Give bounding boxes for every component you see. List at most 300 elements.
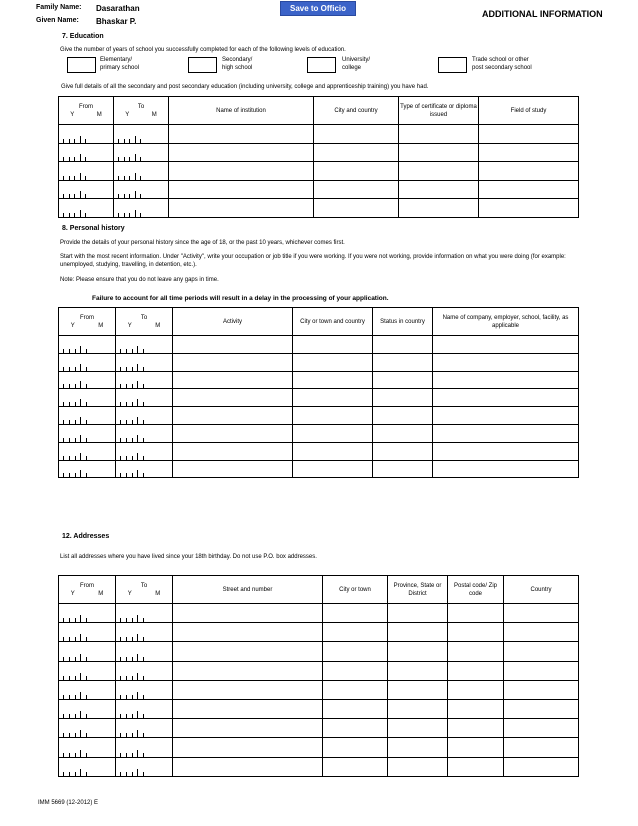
- ph-cell[interactable]: [293, 389, 373, 407]
- date-tick: [86, 349, 87, 353]
- addr-to-date-field[interactable]: [116, 604, 173, 623]
- ph-cell[interactable]: [433, 460, 579, 478]
- date-tick: [63, 139, 64, 143]
- addr-cell[interactable]: [448, 699, 504, 718]
- addr-to-date-field[interactable]: [116, 699, 173, 718]
- ph-cell[interactable]: [173, 407, 293, 425]
- date-tick: [143, 657, 144, 661]
- date-tick: [126, 384, 127, 388]
- addr-cell[interactable]: [323, 699, 388, 718]
- date-tick: [120, 349, 121, 353]
- addresses-instruction: List all addresses where you have lived since your 18th birthday. Do not use P.O. box addresses.: [60, 554, 317, 560]
- addr-cell[interactable]: [388, 699, 448, 718]
- edu-cell[interactable]: [479, 180, 579, 199]
- addr-cell[interactable]: [323, 604, 388, 623]
- date-tick: [80, 634, 81, 641]
- edu-cell[interactable]: [314, 199, 399, 218]
- date-tick: [120, 438, 121, 442]
- edu-from-date-field[interactable]: [59, 199, 114, 218]
- elementary-years-box[interactable]: [67, 57, 96, 73]
- ph-from-date-field[interactable]: [59, 371, 116, 389]
- date-tick: [80, 136, 81, 143]
- date-tick: [124, 139, 125, 143]
- date-tick: [132, 637, 133, 641]
- addr-cell[interactable]: [448, 738, 504, 757]
- ph-cell[interactable]: [173, 371, 293, 389]
- date-tick: [86, 657, 87, 661]
- ph-cell[interactable]: [173, 424, 293, 442]
- addr-cell[interactable]: [323, 757, 388, 776]
- given-name-value[interactable]: Bhaskar P.: [96, 17, 137, 26]
- edu-institution-header: Name of institution: [169, 97, 314, 125]
- date-tick: [80, 453, 81, 460]
- ph-cell[interactable]: [173, 442, 293, 460]
- level-elementary-label: Elementary/ primary school: [100, 57, 140, 71]
- date-tick: [137, 615, 138, 622]
- addr-cell[interactable]: [504, 680, 579, 699]
- date-tick: [132, 420, 133, 424]
- date-tick-marks: [59, 471, 115, 477]
- date-tick: [86, 733, 87, 737]
- addr-cell[interactable]: [173, 623, 323, 642]
- addr-cell[interactable]: [323, 642, 388, 661]
- date-tick: [137, 673, 138, 680]
- edu-cell[interactable]: [314, 162, 399, 181]
- date-tick: [126, 349, 127, 353]
- date-tick: [69, 384, 70, 388]
- date-tick: [75, 438, 76, 442]
- date-tick: [132, 695, 133, 699]
- addr-cell[interactable]: [448, 661, 504, 680]
- edu-from-date-field[interactable]: [59, 143, 114, 162]
- ph-cell[interactable]: [373, 353, 433, 371]
- edu-to-date-field[interactable]: [114, 199, 169, 218]
- date-tick: [86, 473, 87, 477]
- date-tick: [140, 157, 141, 161]
- date-tick-marks: [114, 192, 168, 198]
- date-tick: [75, 772, 76, 776]
- edu-cell[interactable]: [314, 125, 399, 144]
- date-tick: [120, 772, 121, 776]
- date-tick: [74, 213, 75, 217]
- date-tick: [80, 191, 81, 198]
- addr-to-date-field[interactable]: [116, 661, 173, 680]
- addr-from-date-field[interactable]: [59, 699, 116, 718]
- addr-cell[interactable]: [173, 719, 323, 738]
- date-tick: [143, 772, 144, 776]
- date-tick: [69, 139, 70, 143]
- date-tick: [129, 213, 130, 217]
- addr-cell[interactable]: [173, 738, 323, 757]
- ph-cell[interactable]: [433, 424, 579, 442]
- date-tick: [63, 194, 64, 198]
- edu-cell[interactable]: [479, 125, 579, 144]
- addr-row: [59, 623, 579, 642]
- edu-cell[interactable]: [314, 180, 399, 199]
- date-tick: [137, 364, 138, 371]
- date-tick: [80, 769, 81, 776]
- date-tick: [143, 733, 144, 737]
- date-tick: [132, 772, 133, 776]
- addr-row: [59, 680, 579, 699]
- ph-cell[interactable]: [293, 442, 373, 460]
- date-tick: [86, 753, 87, 757]
- date-tick: [75, 456, 76, 460]
- addr-from-date-field[interactable]: [59, 680, 116, 699]
- date-tick: [75, 753, 76, 757]
- addr-from-date-field[interactable]: [59, 642, 116, 661]
- addr-from-date-field[interactable]: [59, 623, 116, 642]
- date-tick: [75, 618, 76, 622]
- edu-cell[interactable]: [169, 162, 314, 181]
- ph-cell[interactable]: [293, 336, 373, 354]
- date-tick: [69, 367, 70, 371]
- addr-cell[interactable]: [323, 719, 388, 738]
- addr-row: [59, 719, 579, 738]
- date-tick-marks: [116, 712, 172, 718]
- ph-from-date-field[interactable]: [59, 460, 116, 478]
- date-tick: [80, 711, 81, 718]
- date-tick-marks: [116, 655, 172, 661]
- edu-cell[interactable]: [314, 143, 399, 162]
- date-tick-marks: [59, 770, 115, 776]
- ph-activity-header: Activity: [173, 308, 293, 336]
- date-tick-marks: [59, 674, 115, 680]
- addr-to-date-field[interactable]: [116, 623, 173, 642]
- date-tick: [86, 367, 87, 371]
- addr-from-date-field[interactable]: [59, 661, 116, 680]
- addr-cell[interactable]: [173, 661, 323, 680]
- addr-cell[interactable]: [388, 719, 448, 738]
- date-tick: [80, 210, 81, 217]
- save-to-officio-button[interactable]: Save to Officio: [280, 1, 356, 16]
- date-tick: [85, 176, 86, 180]
- date-tick: [80, 470, 81, 477]
- date-tick: [120, 637, 121, 641]
- addr-to-date-field[interactable]: [116, 680, 173, 699]
- date-tick: [86, 402, 87, 406]
- addr-cell[interactable]: [504, 719, 579, 738]
- date-tick: [69, 349, 70, 353]
- ph-cell[interactable]: [293, 407, 373, 425]
- addr-cell[interactable]: [388, 757, 448, 776]
- ph-cell[interactable]: [433, 442, 579, 460]
- date-tick: [143, 753, 144, 757]
- addr-cell[interactable]: [173, 699, 323, 718]
- addr-cell[interactable]: [173, 680, 323, 699]
- date-tick: [124, 213, 125, 217]
- ph-cell[interactable]: [173, 389, 293, 407]
- addr-cell[interactable]: [504, 757, 579, 776]
- addr-cell[interactable]: [448, 757, 504, 776]
- date-tick: [124, 194, 125, 198]
- date-tick: [126, 367, 127, 371]
- trade-years-box[interactable]: [438, 57, 467, 73]
- ph-from-date-field[interactable]: [59, 353, 116, 371]
- ph-cell[interactable]: [373, 389, 433, 407]
- date-tick: [137, 711, 138, 718]
- edu-cell[interactable]: [479, 162, 579, 181]
- date-tick: [63, 657, 64, 661]
- addr-cell[interactable]: [388, 604, 448, 623]
- edu-to-date-field[interactable]: [114, 125, 169, 144]
- addr-province-header: Province, State or District: [388, 576, 448, 604]
- edu-cell[interactable]: [479, 143, 579, 162]
- addr-city-header: City or town: [323, 576, 388, 604]
- ph-to-date-field[interactable]: [116, 460, 173, 478]
- date-tick: [126, 676, 127, 680]
- ph-to-date-field[interactable]: [116, 336, 173, 354]
- edu-cell[interactable]: [399, 180, 479, 199]
- date-tick: [69, 176, 70, 180]
- addr-to-date-field[interactable]: [116, 738, 173, 757]
- edu-to-date-field[interactable]: [114, 162, 169, 181]
- ph-cell[interactable]: [293, 371, 373, 389]
- date-tick: [86, 456, 87, 460]
- addr-cell[interactable]: [323, 623, 388, 642]
- edu-cell[interactable]: [399, 143, 479, 162]
- addr-cell[interactable]: [504, 623, 579, 642]
- date-tick: [126, 473, 127, 477]
- addr-row: [59, 604, 579, 623]
- date-tick: [135, 173, 136, 180]
- date-tick: [143, 402, 144, 406]
- date-tick: [75, 349, 76, 353]
- date-tick: [63, 176, 64, 180]
- level-university-label: University/ college: [342, 57, 371, 71]
- edu-cell[interactable]: [479, 199, 579, 218]
- date-tick: [126, 618, 127, 622]
- date-tick: [126, 753, 127, 757]
- date-tick: [129, 194, 130, 198]
- date-tick: [129, 157, 130, 161]
- edu-from-date-field[interactable]: [59, 162, 114, 181]
- ph-from-date-field[interactable]: [59, 336, 116, 354]
- date-tick: [126, 438, 127, 442]
- addr-cell[interactable]: [323, 661, 388, 680]
- date-tick: [132, 402, 133, 406]
- ph-cell[interactable]: [373, 442, 433, 460]
- ph-cell[interactable]: [373, 336, 433, 354]
- date-tick: [86, 695, 87, 699]
- addr-cell[interactable]: [504, 604, 579, 623]
- addr-cell[interactable]: [323, 738, 388, 757]
- date-tick: [85, 157, 86, 161]
- date-tick: [132, 456, 133, 460]
- addresses-title: 12. Addresses: [62, 533, 110, 540]
- date-tick-marks: [59, 365, 115, 371]
- ph-from-header: From Y M: [59, 308, 116, 336]
- addr-cell[interactable]: [504, 699, 579, 718]
- ph-cell[interactable]: [293, 424, 373, 442]
- date-tick: [69, 194, 70, 198]
- date-tick-marks: [116, 693, 172, 699]
- addr-cell[interactable]: [504, 661, 579, 680]
- ph-to-date-field[interactable]: [116, 442, 173, 460]
- date-tick: [86, 384, 87, 388]
- edu-cell[interactable]: [169, 180, 314, 199]
- edu-cell[interactable]: [399, 199, 479, 218]
- date-tick: [63, 157, 64, 161]
- date-tick: [86, 772, 87, 776]
- addr-cell[interactable]: [448, 623, 504, 642]
- date-tick-marks: [116, 770, 172, 776]
- date-tick: [120, 676, 121, 680]
- edu-cell[interactable]: [169, 143, 314, 162]
- ph-cell[interactable]: [373, 407, 433, 425]
- ph-to-date-field[interactable]: [116, 389, 173, 407]
- date-tick-marks: [116, 731, 172, 737]
- date-tick: [120, 456, 121, 460]
- edu-to-date-field[interactable]: [114, 143, 169, 162]
- ph-cell[interactable]: [433, 371, 579, 389]
- ph-cell[interactable]: [433, 336, 579, 354]
- addr-cell[interactable]: [388, 642, 448, 661]
- edu-cell[interactable]: [399, 162, 479, 181]
- ph-cell[interactable]: [293, 353, 373, 371]
- date-tick: [132, 367, 133, 371]
- addr-row: [59, 757, 579, 776]
- date-tick: [143, 349, 144, 353]
- date-tick-marks: [59, 174, 113, 180]
- date-tick: [74, 157, 75, 161]
- date-tick: [124, 157, 125, 161]
- ph-from-date-field[interactable]: [59, 424, 116, 442]
- date-tick: [86, 714, 87, 718]
- ph-from-date-field[interactable]: [59, 442, 116, 460]
- date-tick: [75, 402, 76, 406]
- date-tick-marks: [116, 400, 172, 406]
- date-tick: [69, 420, 70, 424]
- personal-history-line2: Start with the most recent information. Under "Activity", write your occupation or job title if you were working. If you were not working, provide information on what you were doing (for example: unemployed, studying, travelling, in detention, etc.).: [60, 254, 566, 268]
- addr-country-header: Country: [504, 576, 579, 604]
- addr-to-header: To Y M: [116, 576, 173, 604]
- date-tick: [69, 772, 70, 776]
- family-name-value[interactable]: Dasarathan: [96, 4, 140, 13]
- edu-cell[interactable]: [399, 125, 479, 144]
- date-tick: [75, 676, 76, 680]
- date-tick: [143, 456, 144, 460]
- edu-cell[interactable]: [169, 199, 314, 218]
- addr-from-date-field[interactable]: [59, 719, 116, 738]
- ph-cell[interactable]: [433, 389, 579, 407]
- date-tick-marks: [59, 382, 115, 388]
- ph-city-header: City or town and country: [293, 308, 373, 336]
- addr-cell[interactable]: [388, 623, 448, 642]
- ph-to-header: To Y M: [116, 308, 173, 336]
- ph-row: [59, 371, 579, 389]
- date-tick: [75, 384, 76, 388]
- addr-from-date-field[interactable]: [59, 738, 116, 757]
- date-tick-marks: [116, 674, 172, 680]
- date-tick: [120, 753, 121, 757]
- ph-company-header: Name of company, employer, school, facility, as applicable: [433, 308, 579, 336]
- ph-to-date-field[interactable]: [116, 371, 173, 389]
- date-tick: [63, 456, 64, 460]
- date-tick: [132, 733, 133, 737]
- addr-cell[interactable]: [173, 642, 323, 661]
- ph-cell[interactable]: [373, 424, 433, 442]
- date-tick-marks: [59, 418, 115, 424]
- date-tick-marks: [59, 616, 115, 622]
- ph-to-date-field[interactable]: [116, 353, 173, 371]
- ph-to-date-field[interactable]: [116, 407, 173, 425]
- date-tick: [120, 695, 121, 699]
- date-tick: [63, 676, 64, 680]
- date-tick-marks: [59, 635, 115, 641]
- edu-from-date-field[interactable]: [59, 180, 114, 199]
- addr-cell[interactable]: [323, 680, 388, 699]
- ph-row: [59, 424, 579, 442]
- addr-cell[interactable]: [388, 738, 448, 757]
- ph-cell[interactable]: [293, 460, 373, 478]
- addr-to-date-field[interactable]: [116, 719, 173, 738]
- date-tick: [129, 139, 130, 143]
- date-tick: [143, 367, 144, 371]
- date-tick-marks: [59, 400, 115, 406]
- ph-from-date-field[interactable]: [59, 407, 116, 425]
- ph-cell[interactable]: [373, 460, 433, 478]
- edu-cell[interactable]: [169, 125, 314, 144]
- ph-cell[interactable]: [173, 353, 293, 371]
- ph-to-date-field[interactable]: [116, 424, 173, 442]
- addr-from-date-field[interactable]: [59, 757, 116, 776]
- date-tick: [126, 657, 127, 661]
- date-tick: [80, 417, 81, 424]
- ph-cell[interactable]: [433, 353, 579, 371]
- addr-cell[interactable]: [448, 604, 504, 623]
- date-tick-marks: [116, 418, 172, 424]
- addr-from-date-field[interactable]: [59, 604, 116, 623]
- addr-cell[interactable]: [173, 757, 323, 776]
- ph-cell[interactable]: [173, 460, 293, 478]
- date-tick: [120, 402, 121, 406]
- addr-cell[interactable]: [504, 738, 579, 757]
- ph-row: [59, 460, 579, 478]
- date-tick: [63, 753, 64, 757]
- ph-cell[interactable]: [173, 336, 293, 354]
- ph-cell[interactable]: [433, 407, 579, 425]
- edu-from-date-field[interactable]: [59, 125, 114, 144]
- addr-cell[interactable]: [173, 604, 323, 623]
- addr-cell[interactable]: [388, 680, 448, 699]
- date-tick: [75, 637, 76, 641]
- addr-cell[interactable]: [448, 719, 504, 738]
- addr-to-date-field[interactable]: [116, 757, 173, 776]
- ph-row: [59, 389, 579, 407]
- date-tick: [140, 176, 141, 180]
- date-tick: [135, 191, 136, 198]
- edu-to-date-field[interactable]: [114, 180, 169, 199]
- date-tick: [120, 618, 121, 622]
- date-tick: [86, 420, 87, 424]
- addr-cell[interactable]: [504, 642, 579, 661]
- addr-cell[interactable]: [388, 661, 448, 680]
- date-tick: [120, 657, 121, 661]
- ph-cell[interactable]: [373, 371, 433, 389]
- secondary-years-box[interactable]: [188, 57, 217, 73]
- date-tick-marks: [116, 751, 172, 757]
- addr-cell[interactable]: [448, 680, 504, 699]
- ph-from-date-field[interactable]: [59, 389, 116, 407]
- university-years-box[interactable]: [307, 57, 336, 73]
- date-tick: [135, 154, 136, 161]
- date-tick: [85, 213, 86, 217]
- date-tick: [143, 695, 144, 699]
- addr-cell[interactable]: [448, 642, 504, 661]
- addr-to-date-field[interactable]: [116, 642, 173, 661]
- date-tick: [120, 420, 121, 424]
